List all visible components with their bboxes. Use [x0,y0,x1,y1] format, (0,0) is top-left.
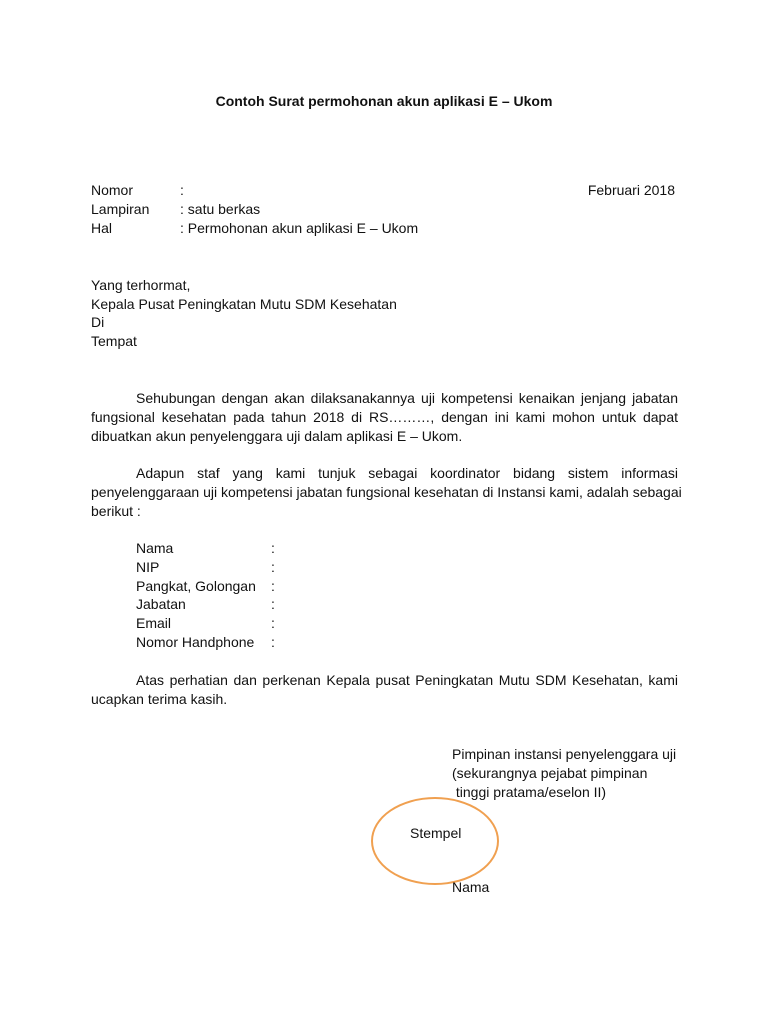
paragraph-closing [91,671,678,709]
signature-block [452,745,676,802]
field-row-email: Email : [136,615,275,632]
meta-value: : satu berkas [180,201,261,217]
paragraph-request [91,389,678,446]
field-row-handphone: Nomor Handphone : [136,633,275,650]
field-row-jabatan: Jabatan : [136,596,275,613]
meta-row-lampiran [91,200,260,219]
recipient-name: Kepala Pusat Peningkatan Mutu SDM Kesehatan [91,295,397,312]
stamp-label: Stempel [410,825,462,841]
meta-label: Nomor [91,182,134,198]
meta-label: Hal [91,220,113,236]
paragraph-line: berikut : [91,503,141,519]
recipient-place: Tempat [91,332,137,349]
paragraph-line: fungsional kesehatan pada tahun 2018 di RS………, dengan ini kami mohon untuk dapat [91,409,678,425]
recipient-greeting: Yang terhormat, [91,277,191,293]
meta-row-nomor [91,181,184,200]
paragraph-coordinator [91,464,682,521]
letter-date: Februari 2018 [587,182,675,198]
field-row-nip: NIP : [136,558,275,575]
field-row-pangkat: Pangkat, Golongan : [136,577,275,594]
signature-line: Pimpinan instansi penyelenggara uji [452,746,677,762]
signature-line: tinggi pratama/eselon II) [452,784,607,800]
paragraph-line: Atas perhatian dan perkenan Kepala pusat Peningkatan Mutu SDM Kesehatan, kami [136,672,678,688]
meta-row-hal [91,219,418,238]
paragraph-line: dibuatkan akun penyelenggara uji dalam aplikasi E – Ukom. [91,428,463,444]
paragraph-line: ucapkan terima kasih. [91,691,228,707]
signature-line: (sekurangnya pejabat pimpinan [452,765,648,781]
meta-value: : [180,182,184,198]
paragraph-line: penyelenggaraan uji kompetensi jabatan fungsional kesehatan di Instansi kami, adalah sebagai [91,484,682,500]
meta-value: : Permohonan akun aplikasi E – Ukom [180,220,419,236]
recipient-di: Di [91,314,105,330]
coordinator-fields [136,539,275,652]
signer-name-label: Nama [452,879,490,895]
page-title: Contoh Surat permohonan akun aplikasi E – Ukom [215,93,553,109]
paragraph-line: Adapun staf yang kami tunjuk sebagai koordinator bidang sistem informasi [136,465,678,481]
field-row-nama: Nama : [136,540,275,556]
paragraph-line: Sehubungan dengan akan dilaksanakannya uji kompetensi kenaikan jenjang jabatan [136,390,678,406]
meta-label: Lampiran [91,201,150,217]
